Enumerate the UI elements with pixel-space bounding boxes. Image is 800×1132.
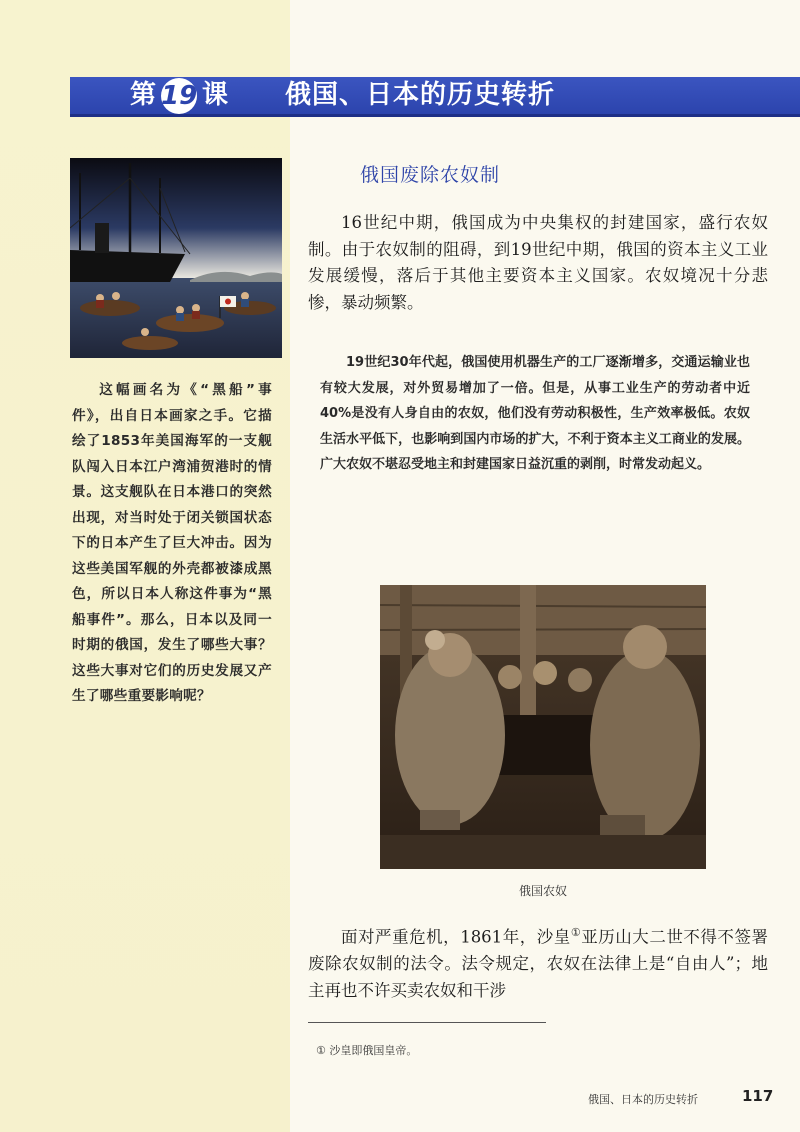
page-number: 117 — [742, 1087, 774, 1105]
section-heading: 俄国废除农奴制 — [360, 164, 501, 186]
running-footer-title: 俄国、日本的历史转折 — [588, 1093, 698, 1106]
russian-serfs-photo — [380, 585, 706, 869]
footnote-marker: ① — [570, 926, 582, 939]
lesson-suffix: 课 — [202, 80, 229, 110]
paragraph-2-start: 面对严重危机，1861年，沙皇 — [341, 927, 571, 947]
footnote: ① 沙皇即俄国皇帝。 — [316, 1044, 418, 1057]
lesson-title-bar — [70, 77, 800, 117]
body-paragraph-2 — [308, 920, 768, 1004]
sidebar-caption: 这幅画名为《“黑船”事件》，出自日本画家之手。它描绘了1853年美国海军的一支舰队闯入日本江户湾浦贺港时的情景。这支舰队在日本港口的突然出现，对当时处于闭关锁国状态下的日本产生了巨大冲击。因为这些美国军舰的外壳都被漆成黑色，所以日本人称这件事为“黑船事件”。那么，日本以及同一时期的俄国，发生了哪些大事？这些大事对它们的历史发展又产生了哪些重要影响呢？ — [72, 382, 272, 704]
body-paragraph-1: 16世纪中期，俄国成为中央集权的封建国家，盛行农奴制。由于农奴制的阻碍，到19世纪中期，俄国的资本主义工业发展缓慢，落后于其他主要资本主义国家。农奴境况十分悲惨，暴动频繁。 — [308, 213, 768, 312]
paragraph-2-end: 亚历山大二世不得不签署废除农奴制的法令。法令规定，农奴在法律上是“自由人”；地主再也不许买卖农奴和干涉 — [308, 927, 768, 1000]
lesson-prefix: 第 — [130, 80, 157, 110]
photo-caption: 俄国农奴 — [518, 884, 567, 898]
footnote-divider — [308, 1022, 546, 1023]
lesson-number-badge: 19 — [161, 78, 197, 114]
lesson-title: 俄国、日本的历史转折 — [285, 80, 556, 110]
supplementary-text: 19世纪30年代起，俄国使用机器生产的工厂逐渐增多，交通运输业也有较大发展，对外贸易增加了一倍。但是，从事工业生产的劳动者中近40%是没有人身自由的农奴，他们没有劳动积极性，生产效率极低。农奴生活水平低下，也影响到国内市场的扩大，不利于资本主义工商业的发展。广大农奴不堪忍受地主和封建国家日益沉重的剥削，时常发动起义。 — [320, 355, 750, 472]
black-ship-painting — [70, 158, 282, 358]
